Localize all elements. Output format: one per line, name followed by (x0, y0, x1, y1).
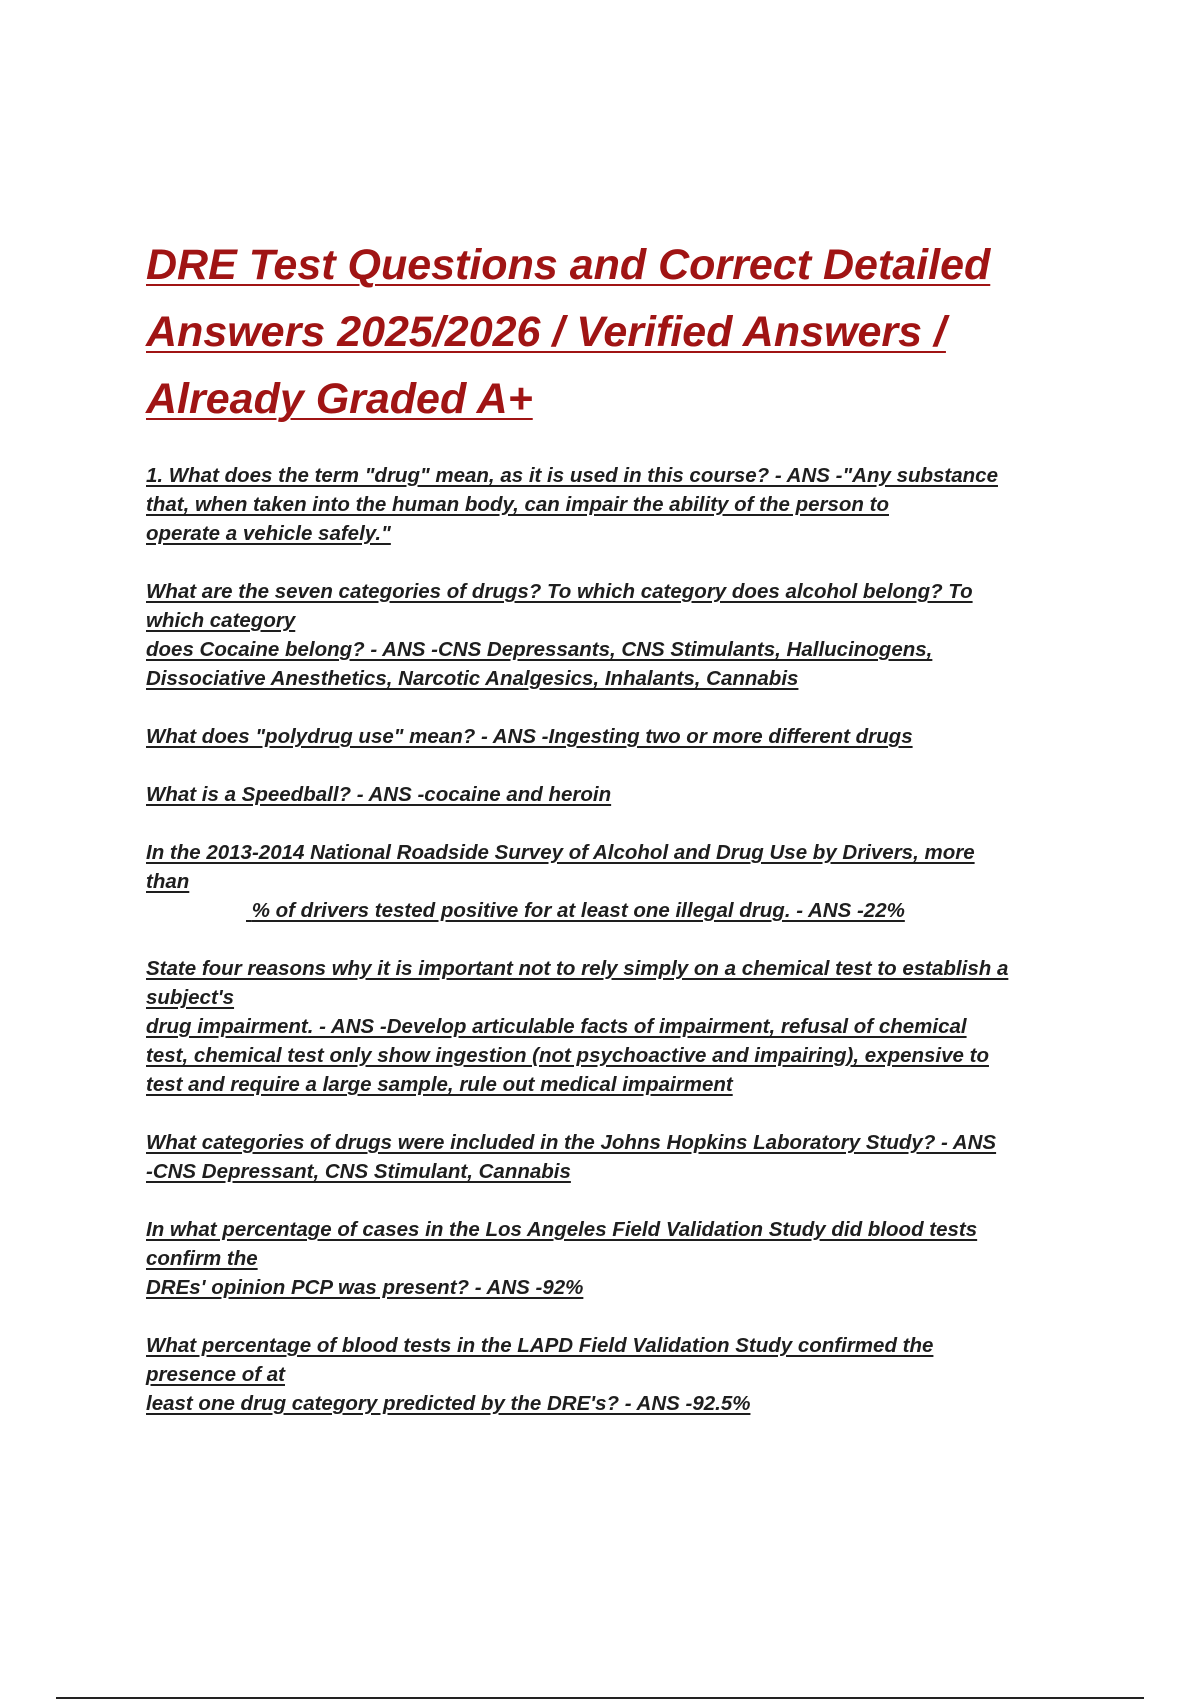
qa-item-3 (146, 722, 1096, 751)
qa-item-4 (146, 780, 1096, 809)
qa-line-with-blank (146, 896, 1096, 925)
qa-item-9 (146, 1331, 1096, 1418)
qa-line-text: % of drivers tested positive for at least one illegal drug. - ANS -22% (251, 899, 905, 922)
fill-in-blank (146, 896, 246, 925)
qa-item-1 (146, 461, 1096, 548)
qa-line: test, chemical test only show ingestion (not psychoactive and impairing), expensive to (146, 1044, 989, 1067)
title-line: Already Graded A+ (146, 375, 533, 423)
qa-line: which category (146, 609, 296, 632)
qa-item-8 (146, 1215, 1096, 1302)
qa-line: What percentage of blood tests in the LAPD Field Validation Study confirmed the (146, 1334, 934, 1357)
qa-line: What categories of drugs were included in the Johns Hopkins Laboratory Study? - ANS (146, 1131, 997, 1154)
qa-line: test and require a large sample, rule out medical impairment (146, 1073, 733, 1096)
qa-line: operate a vehicle safely." (146, 522, 391, 545)
qa-line: presence of at (146, 1363, 285, 1386)
qa-line: than (146, 870, 190, 893)
qa-item-6 (146, 954, 1096, 1099)
qa-line: drug impairment. - ANS -Develop articulable facts of impairment, refusal of chemical (146, 1015, 967, 1038)
qa-item-2 (146, 577, 1096, 693)
qa-line: subject's (146, 986, 235, 1009)
title-line: DRE Test Questions and Correct Detailed (146, 241, 991, 289)
qa-line: -CNS Depressant, CNS Stimulant, Cannabis (146, 1160, 571, 1183)
qa-line: What is a Speedball? - ANS -cocaine and heroin (146, 783, 612, 806)
qa-line: In the 2013-2014 National Roadside Survey of Alcohol and Drug Use by Drivers, more (146, 841, 975, 864)
qa-line: 1. What does the term "drug" mean, as it is used in this course? - ANS -"Any substance (146, 464, 998, 487)
qa-item-5 (146, 838, 1096, 925)
footer-divider (56, 1697, 1144, 1699)
qa-line: State four reasons why it is important not to rely simply on a chemical test to establish a (146, 957, 1009, 980)
qa-line: that, when taken into the human body, can impair the ability of the person to (146, 493, 889, 516)
qa-line: What does "polydrug use" mean? - ANS -Ingesting two or more different drugs (146, 725, 913, 748)
qa-line: DREs' opinion PCP was present? - ANS -92% (146, 1276, 584, 1299)
qa-line: In what percentage of cases in the Los Angeles Field Validation Study did blood tests (146, 1218, 978, 1241)
document-title (146, 232, 1106, 433)
qa-list (146, 461, 1096, 1447)
qa-line: confirm the (146, 1247, 258, 1270)
title-line: Answers 2025/2026 / Verified Answers / (146, 308, 946, 356)
qa-line: does Cocaine belong? - ANS -CNS Depressants, CNS Stimulants, Hallucinogens, (146, 638, 933, 661)
qa-line: What are the seven categories of drugs? To which category does alcohol belong? To (146, 580, 973, 603)
qa-item-7 (146, 1128, 1096, 1186)
qa-line: Dissociative Anesthetics, Narcotic Analgesics, Inhalants, Cannabis (146, 667, 799, 690)
qa-line: least one drug category predicted by the DRE's? - ANS -92.5% (146, 1392, 751, 1415)
